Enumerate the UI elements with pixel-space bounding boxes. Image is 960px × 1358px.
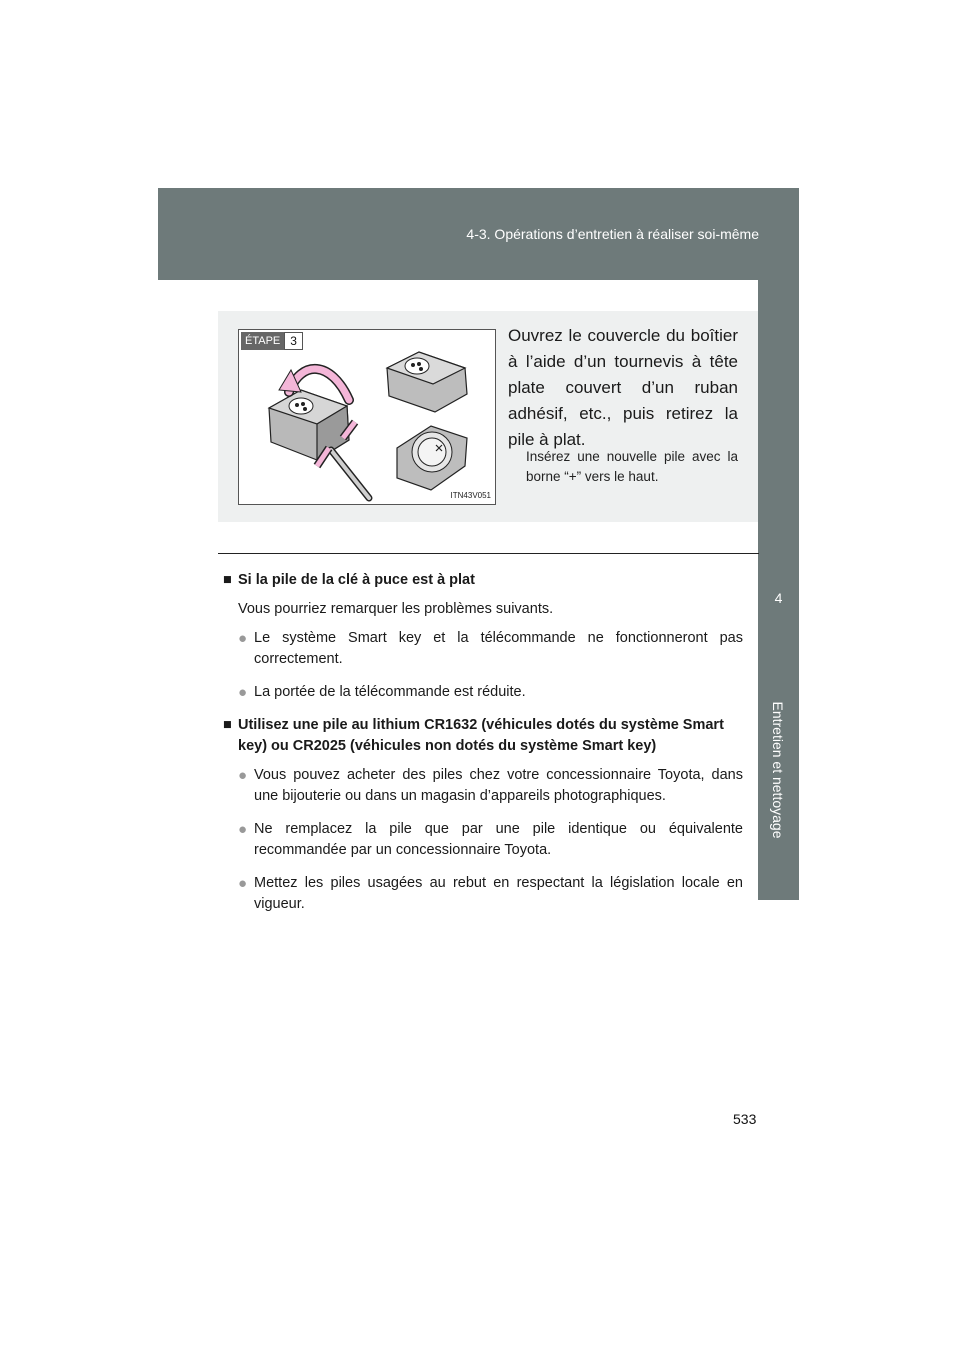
step-instruction: Ouvrez le couvercle du boîtier à l’aide d’un tournevis à tête plate couvert d’un ruban adhésif, etc., puis retirez la pile à plat. — [508, 326, 738, 449]
bullet-icon: ● — [238, 630, 248, 647]
chapter-number: 4 — [774, 590, 783, 606]
section-heading-text: Si la pile de la clé à puce est à plat — [238, 572, 475, 588]
section-heading — [223, 715, 743, 757]
step-box — [218, 311, 758, 522]
step-badge — [241, 332, 303, 350]
chapter-side-tab — [758, 280, 799, 900]
bullet-icon: ● — [238, 684, 248, 701]
bullet-icon: ● — [238, 821, 248, 838]
section-intro: Vous pourriez remarquer les problèmes suivants. — [238, 601, 554, 617]
key-case-drawing — [239, 330, 495, 504]
step-label: ÉTAPE — [241, 332, 284, 350]
page-number: 533 — [733, 1111, 757, 1127]
list-item — [223, 682, 743, 703]
list-item-text: Ne remplacez la pile que par une pile identique ou équivalente recommandée par un concessionnaire Toyota. — [254, 821, 743, 858]
list-item-text: La portée de la télécommande est réduite. — [254, 684, 526, 700]
chapter-label: Entretien et nettoyage — [770, 701, 786, 839]
figure-code: ITN43V051 — [450, 491, 491, 500]
list-item — [223, 873, 743, 915]
list-item — [223, 628, 743, 670]
step-number: 3 — [284, 332, 303, 350]
chapter-title: 4-3. Opérations d’entretien à réaliser soi-même — [466, 226, 759, 242]
square-bullet-icon: ■ — [223, 717, 232, 733]
list-item-text: Vous pouvez acheter des piles chez votre concessionnaire Toyota, dans une bijouterie ou dans un magasin d’appareils photographiques. — [254, 767, 743, 804]
list-item-text: Mettez les piles usagées au rebut en respectant la législation locale en vigueur. — [254, 875, 743, 912]
notes-content — [223, 570, 743, 927]
square-bullet-icon: ■ — [223, 572, 232, 588]
step-note: Insérez une nouvelle pile avec la borne “+” vers le haut. — [526, 449, 738, 484]
section-heading — [223, 570, 743, 591]
bullet-icon: ● — [238, 875, 248, 892]
chapter-header — [158, 188, 799, 280]
list-item — [223, 819, 743, 861]
bullet-icon: ● — [238, 767, 248, 784]
section-divider — [218, 553, 759, 554]
section-heading-text: Utilisez une pile au lithium CR1632 (véhicules dotés du système Smart key) ou CR2025 (véhicules non dotés du système Smart key) — [238, 717, 724, 754]
list-item-text: Le système Smart key et la télécommande ne fonctionneront pas correctement. — [254, 630, 743, 667]
key-battery-illustration — [238, 329, 496, 505]
list-item — [223, 765, 743, 807]
